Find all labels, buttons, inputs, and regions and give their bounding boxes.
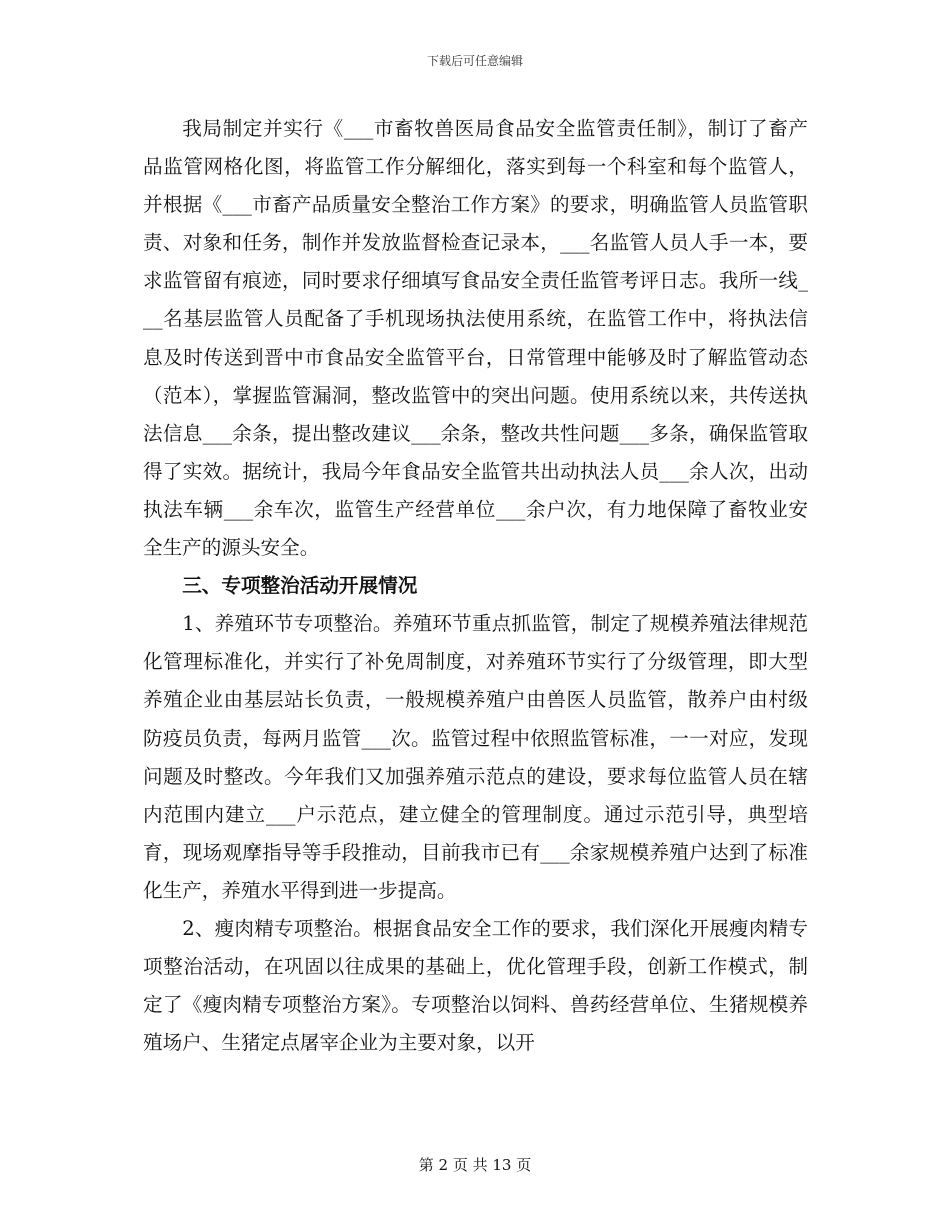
body-paragraph-clenbuterol-rectification: 2、瘦肉精专项整治。根据食品安全工作的要求，我们深化开展瘦肉精专项整治活动，在巩固以往成果的基础上，优化管理手段，创新工作模式，制定了《瘦肉精专项整治方案》。专项整治以饲料、兽药经营单位、生猪规模养殖场户、生猪定点屠宰企业为主要对象，以开: [143, 916, 808, 1055]
page-header-note: 下载后可任意编辑: [426, 54, 523, 68]
body-paragraph-supervision: 我局制定并实行《___市畜牧兽医局食品安全监管责任制》，制订了畜产品监管网格化图，将监管工作分解细化，落实到每一个科室和每个监管人，并根据《___市畜产品质量安全整治工作方案》的要求，明确监管人员监管职责、对象和任务，制作并发放监督检查记录本，___名监管人员人手一本，要求监管留有痕迹，同时要求仔细填写食品安全责任监管考评日志。我所一线___名基层监管人员配备了手机现场执法使用系统，在监管工作中，将执法信息及时传送到晋中市食品安全监管平台，日常管理中能够及时了解监管动态（范本），掌握监管漏洞，整改监管中的突出问题。使用系统以来，共传送执法信息___余条，提出整改建议___余条，整改共性问题___多条，确保监管取得了实效。据统计，我局今年食品安全监管共出动执法人员___余人次，出动执法车辆___余车次，监管生产经营单位___余户次，有力地保障了畜牧业安全生产的源头安全。: [143, 117, 808, 560]
page-number: 第 2 页 共 13 页: [418, 1156, 532, 1174]
document-body: [143, 110, 808, 1062]
body-paragraph-breeding-rectification: 1、养殖环节专项整治。养殖环节重点抓监管，制定了规模养殖法律规范化管理标准化，并实行了补免周制度，对养殖环节实行了分级管理，即大型养殖企业由基层站长负责，一般规模养殖户由兽医人员监管，散养户由村级防疫员负责，每两月监管___次。监管过程中依照监管标准，一一对应，发现问题及时整改。今年我们又加强养殖示范点的建设，要求每位监管人员在辖内范围内建立___户示范点，建立健全的管理制度。通过示范引导，典型培育，现场观摩指导等手段推动，目前我市已有___余家规模养殖户达到了标准化生产，养殖水平得到进一步提高。: [143, 612, 808, 902]
section-heading-special-rectification: 三、专项整治活动开展情况: [182, 574, 418, 598]
